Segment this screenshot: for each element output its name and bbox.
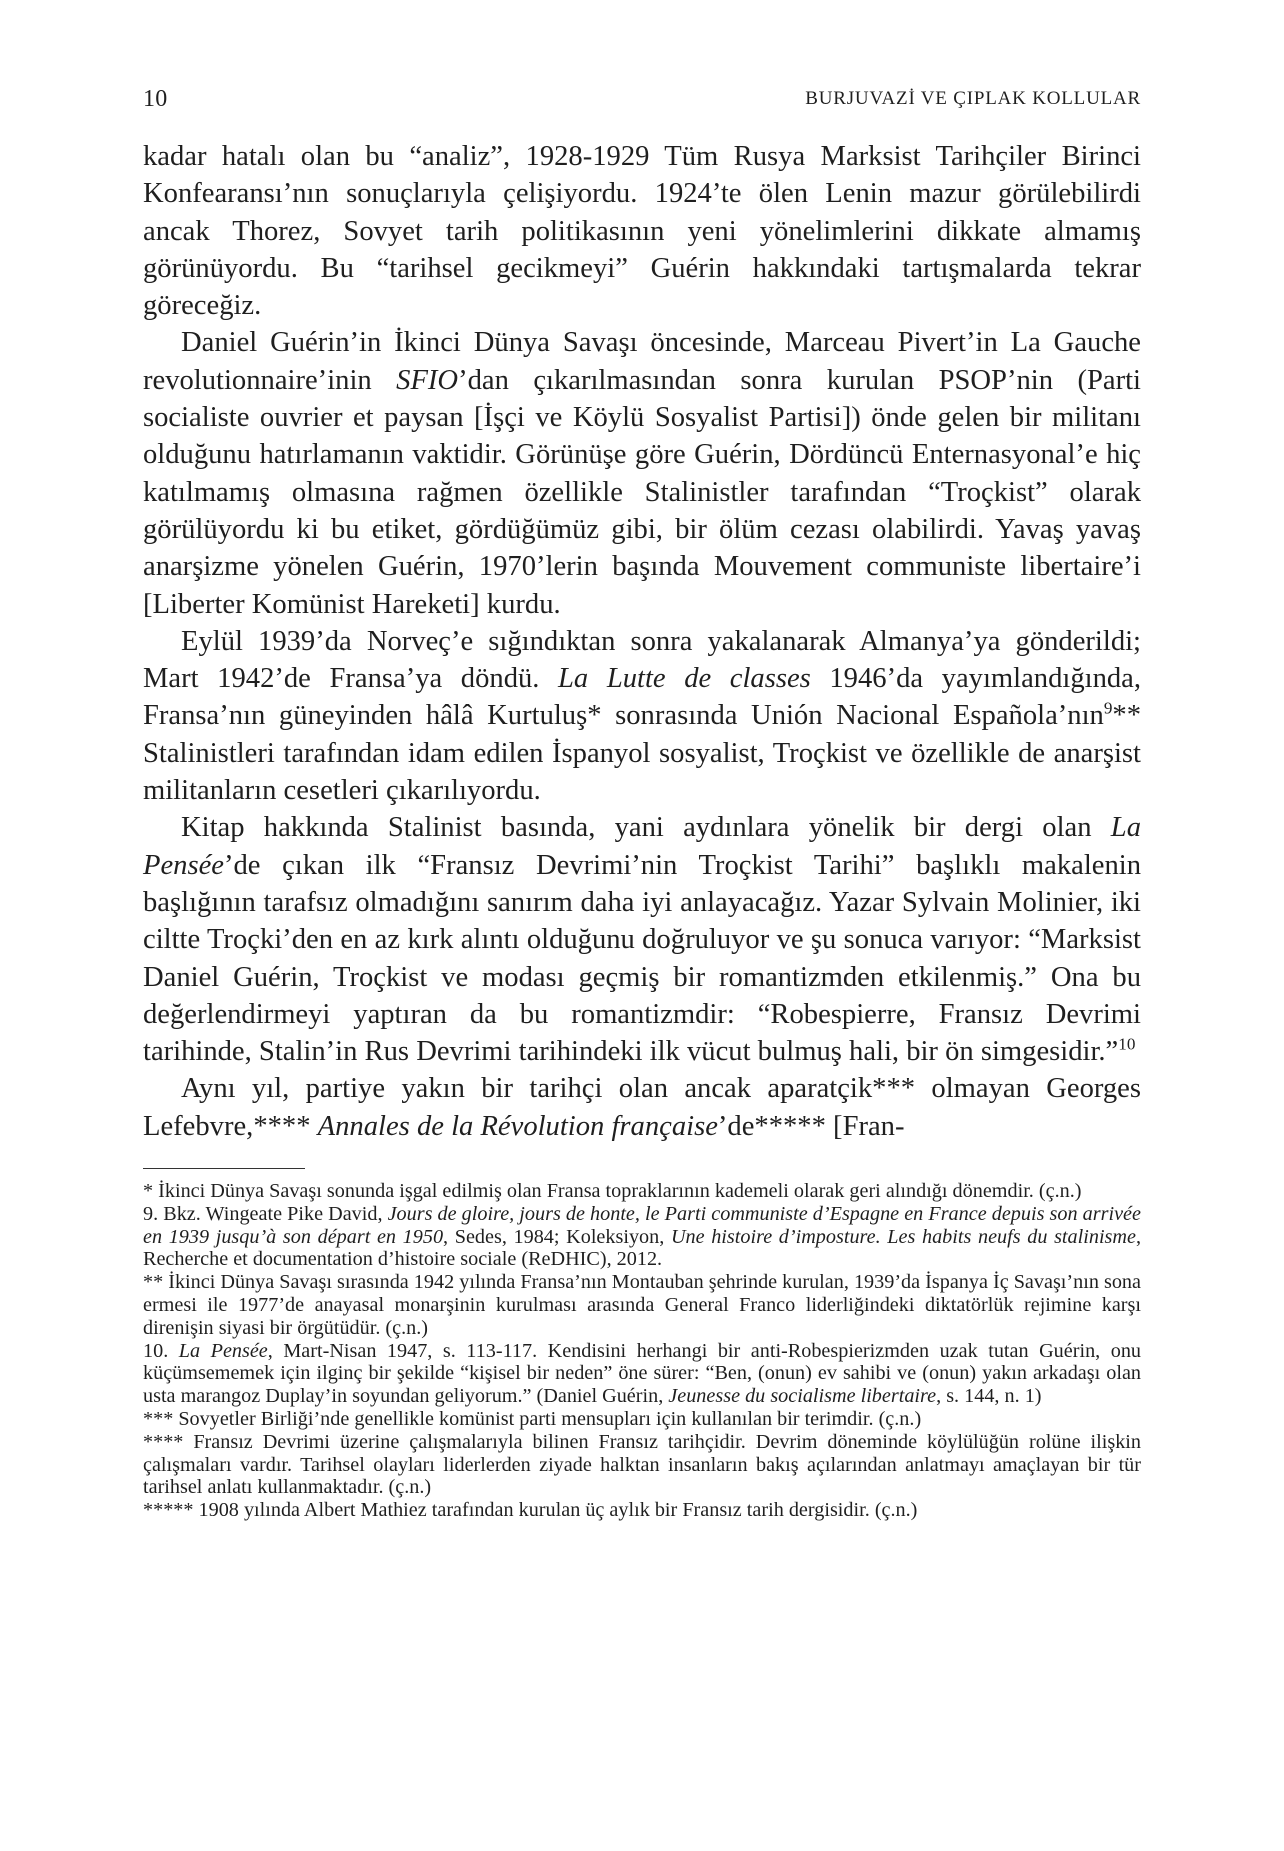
body-text	[143, 138, 1141, 1145]
italic-title: La Pensée	[178, 1339, 268, 1362]
italic-term: SFIO	[396, 364, 459, 396]
footnote-3	[143, 1271, 1141, 1339]
paragraph-text: Aynı yıl, partiye yakın bir tarihçi olan ancak aparatçik*** olmayan Georges Lefebvre,****	[143, 1073, 1141, 1142]
paragraph-5	[143, 1070, 1141, 1145]
italic-title: Une histoire d’imposture. Les habits neufs du stalinisme	[670, 1225, 1136, 1248]
footnote-5	[143, 1408, 1141, 1431]
paragraph-4	[143, 809, 1141, 1070]
italic-title: Jeunesse du socialisme libertaire	[668, 1385, 937, 1408]
paragraph-text: Daniel Guérin’in İkinci Dünya Savaşı öncesinde, Marceau Pivert’in La Gauche revolutionnaire’inin	[143, 327, 1141, 396]
footnote-6	[143, 1431, 1141, 1499]
page-header	[143, 86, 1141, 122]
paragraph-text: ** Stalinistleri tarafından idam edilen İspanyol sosyalist, Troçkist ve özellikle de anarşist militanların cesetleri çıkarılıyordu.	[143, 700, 1141, 807]
footnote-text: *** Sovyetler Birliği’nde genellikle komünist parti mensupları için kullanılan bir terimdir. (ç.n.)	[143, 1407, 922, 1430]
paragraph-text: 1946’da yayımlandığında, Fransa’nın güneyinden hâlâ Kurtuluş* sonrasında Unión Nacional Española’nın	[143, 663, 1141, 732]
paragraph-text: ’dan çıkarılmasından sonra kurulan PSOP’nin (Parti socialiste ouvrier et paysan [İşçi ve Köylü Sosyalist Partisi]) önde gelen bir militanı olduğunu hatırlamanın vaktidir. Görünüşe göre Guérin, Dördüncü Enternasyonal’e hiç katılmamış olmasına rağmen özellikle Stalinistler tarafından “Troçkist” olarak görülüyordu ki bu etiket, gördüğümüz gibi, bir ölüm cezası olabilirdi. Yavaş yavaş anarşizme yönelen Guérin, 1970’lerin başında Mouvement communiste libertaire’i [Liberter Komünist Hareketi] kurdu.	[143, 364, 1141, 620]
running-head: BURJUVAZİ VE ÇIPLAK KOLLULAR	[805, 88, 1141, 109]
footnote-7	[143, 1499, 1141, 1522]
footnote-text: , Recherche et documentation d’histoire sociale (ReDHIC), 2012.	[143, 1225, 1141, 1271]
footnote-text: * İkinci Dünya Savaşı sonunda işgal edilmiş olan Fransa topraklarının kademeli olarak geri alındığı dönemdir. (ç.n.)	[143, 1180, 1082, 1202]
footnotes	[143, 1180, 1141, 1522]
paragraph-text: ’de çıkan ilk “Fransız Devrimi’nin Troçkist Tarihi” başlıklı makalenin başlığının tarafsız olmadığını sanırım daha iyi anlayacağız. Yazar Sylvain Molinier, iki ciltte Troçki’den en az kırk alıntı olduğunu doğruluyor ve şu sonuca varıyor: “Marksist Daniel Guérin, Troçkist ve modası geçmiş bir romantizmden etkilenmiş.” Ona bu değerlendirmeyi yaptıran da bu romantizmdir: “Robespierre, Fransız Devrimi tarihinde, Stalin’in Rus Devrimi tarihindeki ilk vücut bulmuş hali, bir ön simgesidir.”	[143, 849, 1141, 1068]
footnote-ref: 9	[1103, 698, 1113, 718]
italic-title: La Lutte de classes	[558, 663, 811, 695]
page-number: 10	[143, 86, 168, 112]
footnote-text: ** İkinci Dünya Savaşı sırasında 1942 yılında Fransa’nın Montauban şehrinde kurulan, 1939’da İspanya İç Savaşı’nın sona ermesi ile 1977’de anayasal monarşinin kurulması arasında General Franco liderliğindeki diktatörlük rejimine karşı direnişin siyasi bir örgütüdür. (ç.n.)	[143, 1271, 1141, 1339]
italic-title: La Pensée	[143, 812, 1141, 881]
italic-title: Jours de gloire, jours de honte, le Parti communiste d’Espagne en France depuis son arrivée en 1939 jusqu’à son départ en 1950	[143, 1202, 1141, 1248]
paragraph-text: Kitap hakkında Stalinist basında, yani aydınlara yönelik bir dergi olan	[181, 812, 1111, 844]
paragraph-text: kadar hatalı olan bu “analiz”, 1928-1929 Tüm Rusya Marksist Tarihçiler Birinci Konfearansı’nın sonuçlarıyla çelişiyordu. 1924’te ölen Lenin mazur görülebilirdi ancak Thorez, Sovyet tarih politikasının yeni yönelimlerini dikkate almamış görünüyordu. Bu “tarihsel gecikmeyi” Guérin hakkındaki tartışmalarda tekrar göreceğiz.	[143, 141, 1141, 322]
footnote-separator	[143, 1168, 305, 1169]
footnote-1	[143, 1180, 1141, 1203]
footnote-2	[143, 1203, 1141, 1271]
paragraph-3	[143, 623, 1141, 809]
paragraph-2	[143, 324, 1141, 622]
footnote-text: 9. Bkz. Wingeate Pike David,	[143, 1202, 388, 1225]
footnote-text: 10.	[143, 1339, 179, 1362]
paragraph-text: ’de***** [Fran-	[717, 1110, 905, 1142]
italic-title: Annales de la Révolution française	[317, 1110, 718, 1142]
footnote-4	[143, 1340, 1141, 1408]
footnote-ref: 10	[1118, 1034, 1136, 1054]
footnote-text: ***** 1908 yılında Albert Mathiez tarafından kurulan üç aylık bir Fransız tarih dergisidir. (ç.n.)	[143, 1499, 918, 1522]
paragraph-text: Eylül 1939’da Norveç’e sığındıktan sonra yakalanarak Almanya’ya gönderildi; Mart 1942’de Fransa’ya döndü.	[143, 625, 1141, 695]
footnote-text: **** Fransız Devrimi üzerine çalışmalarıyla bilinen Fransız tarihçidir. Devrim döneminde köylülüğün rolüne ilişkin çalışmaları vardır. Tarihsel olayları liderlerden ziyade halktan insanların bakış açılarından anlatmayı amaçlayan bir tür tarihsel anlatı kullanmaktadır. (ç.n.)	[143, 1430, 1141, 1499]
footnote-text: , Mart-Nisan 1947, s. 113-117. Kendisini herhangi bir anti-Robespierizmden uzak tutan Guérin, onu küçümsememek için ilginç bir şekilde “kişisel bir neden” öne sürer: “Ben, (onun) ev sahibi ve (onun) yakın arkadaşı olan usta marangoz Duplay’in soyundan geliyorum.” (Daniel Guérin,	[143, 1339, 1142, 1408]
footnote-text: , s. 144, n. 1)	[936, 1385, 1042, 1408]
paragraph-1	[143, 138, 1141, 324]
footnote-text: , Sedes, 1984; Koleksiyon,	[443, 1225, 671, 1248]
